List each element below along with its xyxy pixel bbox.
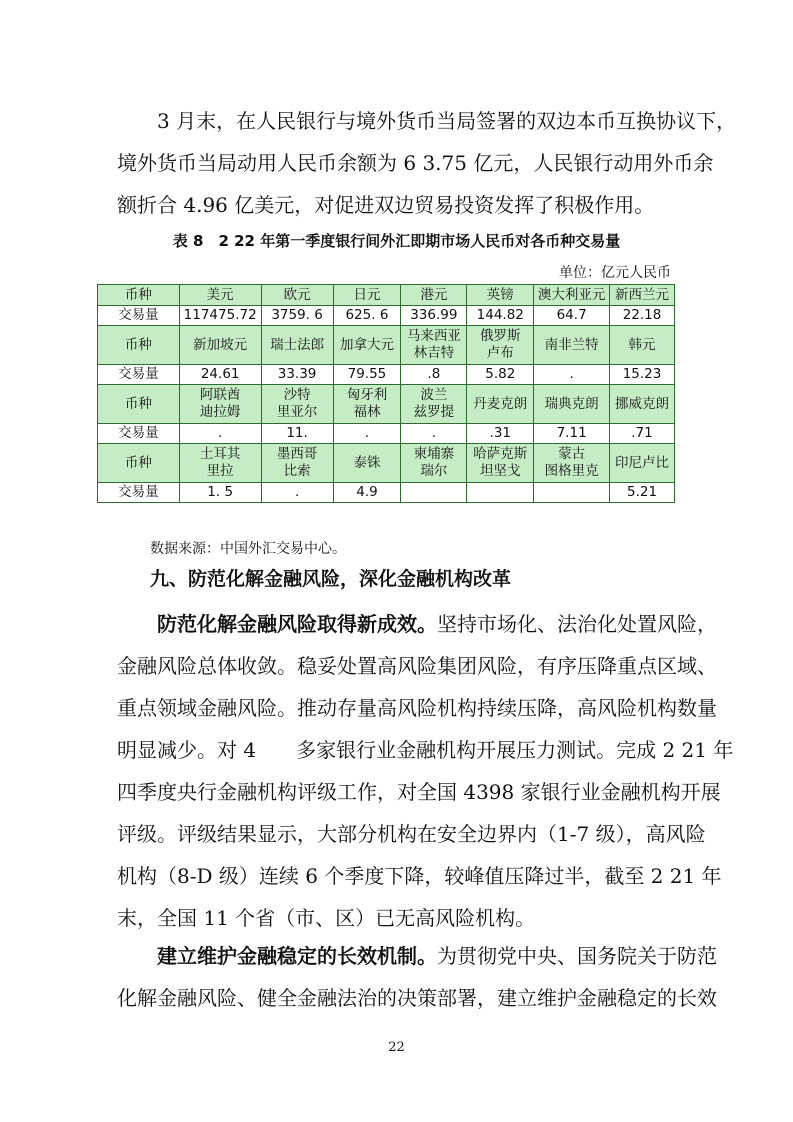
section-heading: 九、防范化解金融风险，深化金融机构改革 xyxy=(150,568,512,590)
currency-name-cell xyxy=(261,444,333,483)
text-line: 重点领域金融风险。推动存量高风险机构持续压降，高风险机构数量 xyxy=(117,696,717,720)
text-line xyxy=(117,935,717,977)
currency-name-line: 瑞尔 xyxy=(420,463,448,479)
risk-paragraph xyxy=(117,603,734,939)
volume-label-cell: 交易量 xyxy=(98,365,180,385)
volume-row xyxy=(98,365,675,385)
currency-name-line: 韩元 xyxy=(628,336,656,353)
currency-name-line: 兹罗提 xyxy=(413,404,455,420)
volume-value-cell: 625. 6 xyxy=(333,306,401,326)
currency-name-line: 瑞典克朗 xyxy=(544,395,599,412)
text-line: 额折合 4.96 亿美元，对促进双边贸易投资发挥了积极作用。 xyxy=(117,193,655,217)
currency-name-cell: 英镑 xyxy=(467,285,534,306)
currency-name-line: 挪威克朗 xyxy=(615,395,670,412)
volume-row xyxy=(98,483,675,503)
volume-value-cell: 117475.72 xyxy=(179,306,261,326)
volume-value-cell: . xyxy=(179,424,261,444)
currency-name-cell: 港元 xyxy=(401,285,467,306)
volume-value-cell: . xyxy=(401,424,467,444)
currency-name-cell xyxy=(534,385,610,424)
volume-value-cell: 144.82 xyxy=(467,306,534,326)
currency-name-cell xyxy=(401,385,467,424)
volume-value-cell: 5.82 xyxy=(467,365,534,385)
currency-name-cell xyxy=(534,444,610,483)
currency-name-cell xyxy=(534,326,610,365)
currency-name-cell xyxy=(179,444,261,483)
currency-name-cell xyxy=(467,385,534,424)
volume-value-cell: 7.11 xyxy=(534,424,610,444)
currency-name-cell xyxy=(333,385,401,424)
currency-name-cell xyxy=(401,326,467,365)
currency-label-cell: 币种 xyxy=(98,285,180,306)
volume-value-cell: 336.99 xyxy=(401,306,467,326)
currency-name-cell xyxy=(179,326,261,365)
text-span: 坚持市场化、法治化处置风险， xyxy=(437,612,717,636)
currency-name-line: 印尼卢比 xyxy=(615,454,670,471)
volume-value-cell: 15.23 xyxy=(610,365,675,385)
volume-value-cell: 3759. 6 xyxy=(261,306,333,326)
text-line: 3 月末，在人民银行与境外货币当局签署的双边本币互换协议下， xyxy=(157,109,737,133)
currency-row xyxy=(98,285,675,306)
currency-name-cell xyxy=(610,444,675,483)
currency-name-cell xyxy=(333,444,401,483)
currency-name-line: 阿联酋 xyxy=(199,387,241,403)
volume-value-cell xyxy=(401,483,467,503)
currency-name-cell xyxy=(179,385,261,424)
volume-value-cell: 1. 5 xyxy=(179,483,261,503)
currency-label-cell: 币种 xyxy=(98,326,180,365)
lead-sentence: 建立维护金融稳定的长效机制。 xyxy=(157,944,437,968)
volume-value-cell: . xyxy=(534,365,610,385)
volume-label-cell: 交易量 xyxy=(98,483,180,503)
currency-name-line: 瑞士法郎 xyxy=(270,336,325,353)
volume-value-cell: . xyxy=(333,424,401,444)
stability-paragraph xyxy=(117,935,717,1019)
text-line: 化解金融风险、健全金融法治的决策部署，建立维护金融稳定的长效 xyxy=(117,986,717,1010)
volume-value-cell: .71 xyxy=(610,424,675,444)
text-span: 为贯彻党中央、国务院关于防范 xyxy=(437,944,717,968)
currency-row xyxy=(98,326,675,365)
page-number: 22 xyxy=(388,1040,405,1055)
table-caption: 表 8 2 22 年第一季度银行间外汇即期市场人民币对各币种交易量 xyxy=(172,232,621,250)
currency-name-cell xyxy=(401,444,467,483)
currency-name-line: 图格里克 xyxy=(544,463,599,479)
currency-name-line: 新加坡元 xyxy=(193,336,248,353)
volume-value-cell: 64.7 xyxy=(534,306,610,326)
currency-name-cell: 新西兰元 xyxy=(610,285,675,306)
currency-name-cell xyxy=(610,385,675,424)
currency-name-line: 林吉特 xyxy=(413,345,455,361)
volume-value-cell: 24.61 xyxy=(179,365,261,385)
currency-name-cell: 日元 xyxy=(333,285,401,306)
text-line: 四季度央行金融机构评级工作，对全国 4398 家银行业金融机构开展 xyxy=(117,780,721,804)
currency-name-line: 加拿大元 xyxy=(339,336,394,353)
currency-name-cell xyxy=(261,385,333,424)
currency-name-line: 墨西哥 xyxy=(276,446,318,462)
intro-paragraph xyxy=(117,100,737,226)
currency-name-line: 泰铢 xyxy=(353,454,381,471)
currency-name-line: 比索 xyxy=(283,463,311,479)
volume-value-cell: 22.18 xyxy=(610,306,675,326)
text-line xyxy=(117,603,717,645)
currency-name-cell xyxy=(261,326,333,365)
text-line: 评级。评级结果显示，大部分机构在安全边界内（1-7 级），高风险 xyxy=(117,822,706,846)
volume-row xyxy=(98,306,675,326)
currency-label-cell: 币种 xyxy=(98,444,180,483)
currency-name-line: 波兰 xyxy=(420,387,448,403)
currency-name-line: 迪拉姆 xyxy=(199,404,241,420)
currency-name-line: 哈萨克斯 xyxy=(473,446,528,462)
currency-row xyxy=(98,385,675,424)
currency-name-line: 卢布 xyxy=(486,345,514,361)
currency-name-cell: 美元 xyxy=(179,285,261,306)
currency-row xyxy=(98,444,675,483)
volume-value-cell: 11. xyxy=(261,424,333,444)
volume-label-cell: 交易量 xyxy=(98,424,180,444)
currency-name-line: 里亚尔 xyxy=(276,404,318,420)
currency-name-line: 南非兰特 xyxy=(544,336,599,353)
volume-value-cell: 33.39 xyxy=(261,365,333,385)
currency-name-cell xyxy=(610,326,675,365)
currency-name-line: 蒙古 xyxy=(558,446,586,462)
volume-value-cell: . xyxy=(261,483,333,503)
text-line: 末，全国 11 个省（市、区）已无高风险机构。 xyxy=(117,906,536,930)
lead-sentence: 防范化解金融风险取得新成效。 xyxy=(157,612,437,636)
volume-value-cell xyxy=(467,483,534,503)
currency-name-line: 马来西亚 xyxy=(406,328,461,344)
currency-label-cell: 币种 xyxy=(98,385,180,424)
currency-name-line: 匈牙利 xyxy=(346,387,388,403)
volume-value-cell: .8 xyxy=(401,365,467,385)
currency-name-line: 丹麦克朗 xyxy=(473,395,528,412)
text-line: 境外货币当局动用人民币余额为 6 3.75 亿元，人民银行动用外币余 xyxy=(117,151,714,175)
volume-value-cell: 5.21 xyxy=(610,483,675,503)
currency-name-line: 里拉 xyxy=(206,463,234,479)
volume-value-cell: 4.9 xyxy=(333,483,401,503)
volume-value-cell xyxy=(534,483,610,503)
data-source-note: 数据来源：中国外汇交易中心。 xyxy=(150,541,346,557)
currency-name-cell xyxy=(467,444,534,483)
currency-name-cell: 欧元 xyxy=(261,285,333,306)
currency-name-line: 土耳其 xyxy=(199,446,241,462)
currency-name-cell xyxy=(467,326,534,365)
fx-volume-table xyxy=(97,284,675,503)
volume-value-cell: 79.55 xyxy=(333,365,401,385)
table-unit: 单位：亿元人民币 xyxy=(559,265,671,281)
currency-name-cell xyxy=(333,326,401,365)
currency-name-line: 坦坚戈 xyxy=(480,463,521,479)
text-line: 金融风险总体收敛。稳妥处置高风险集团风险，有序压降重点区域、 xyxy=(117,654,717,678)
text-line: 明显减少。对 4 多家银行业金融机构开展压力测试。完成 2 21 年 xyxy=(117,738,734,762)
volume-row xyxy=(98,424,675,444)
currency-name-line: 福林 xyxy=(353,404,381,420)
text-line: 机构（8-D 级）连续 6 个季度下降，较峰值压降过半，截至 2 21 年 xyxy=(117,864,722,888)
currency-name-line: 柬埔寨 xyxy=(413,446,455,462)
volume-label-cell: 交易量 xyxy=(98,306,180,326)
currency-name-line: 俄罗斯 xyxy=(480,328,521,344)
currency-name-cell: 澳大利亚元 xyxy=(534,285,610,306)
currency-name-line: 沙特 xyxy=(283,387,311,403)
volume-value-cell: .31 xyxy=(467,424,534,444)
